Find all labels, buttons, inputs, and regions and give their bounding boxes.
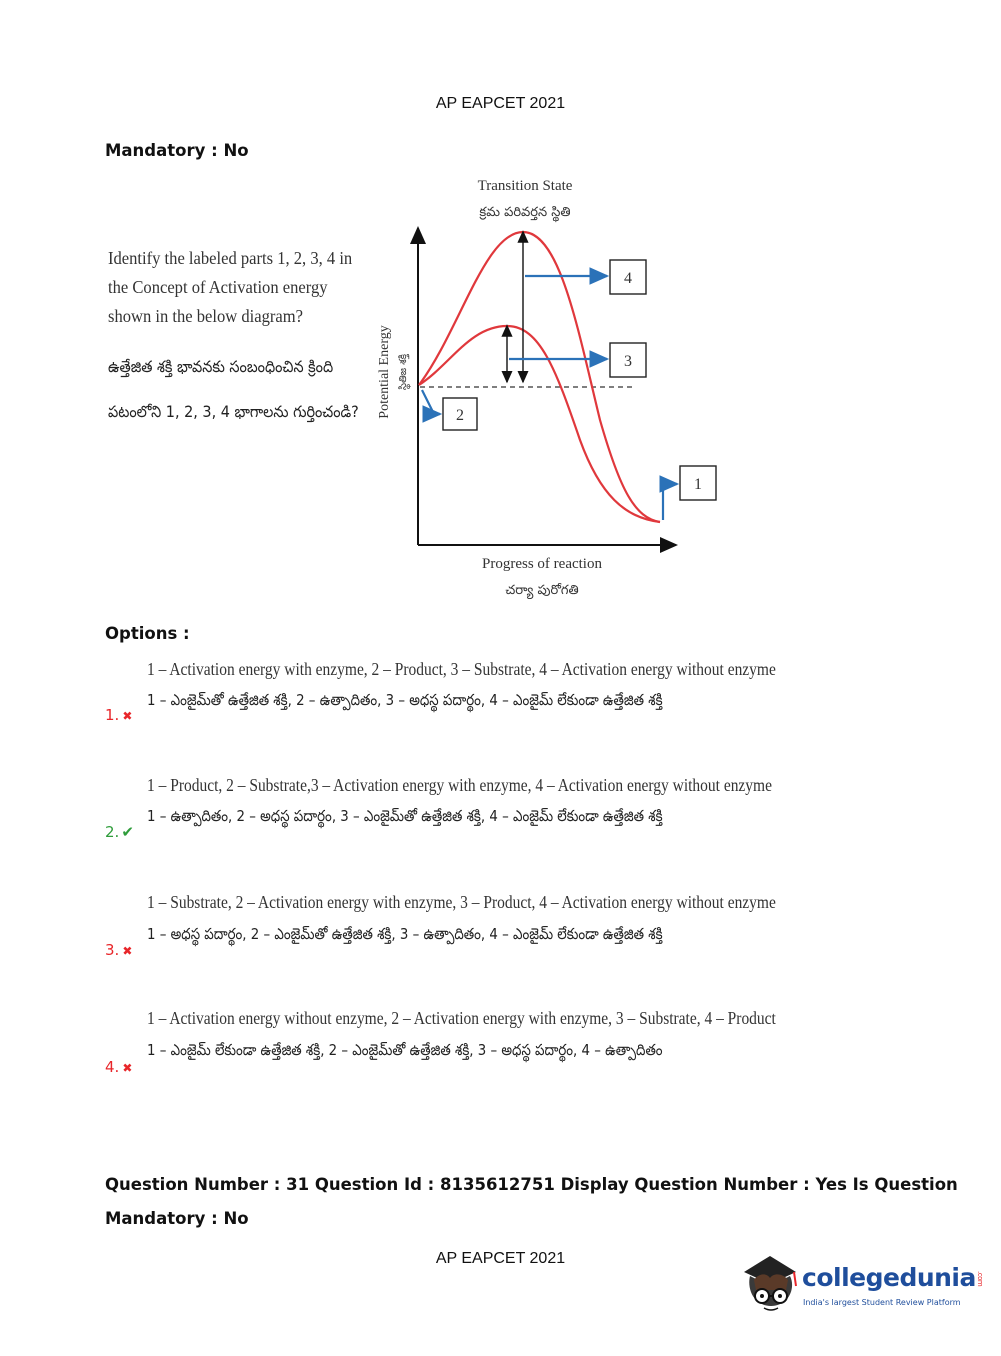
question-line: shown in the below diagram? [108,306,303,326]
cross-icon: ✖ [122,709,133,723]
page-footer: AP EAPCET 2021 [435,1250,566,1267]
collegedunia-mascot-logo [740,1250,802,1316]
pointer-2 [422,390,440,414]
question-text-telugu-1: ఉత్తేజిత శక్తి భావనకు సంబంధించిన క్రింది [108,357,334,376]
box-label-1: 1 [694,476,702,493]
x-axis-label-telugu: చర్యా పురోగతి [505,583,579,598]
y-axis-label: Potential Energy [377,325,392,419]
x-axis-label: Progress of reaction [482,556,602,572]
box-label-3: 3 [624,353,632,370]
option-3-number[interactable] [105,941,132,959]
option-3-telugu: 1 – అధస్థ పదార్థం, 2 – ఎంజైమ్‌తో ఉత్తేజిత శక్తి, 3 – ఉత్పాదితం, 4 – ఎంజైమ్ లేకుండా ఉత్తేజిత శక్తి [147,925,663,943]
y-axis-label-telugu: స్థితిజ శక్తి [398,353,409,391]
box-label-2: 2 [456,407,464,424]
option-number-text: 1. [105,706,120,724]
logo-wordmark[interactable] [802,1263,984,1292]
logo-suffix: .com [975,1271,984,1287]
question-line: Identify the labeled parts 1, 2, 3, 4 in [108,248,353,268]
option-2-telugu: 1 – ఉత్పాదితం, 2 – అధస్థ పదార్థం, 3 – ఎంజైమ్‌తో ఉత్తేజిత శక్తి, 4 – ఎంజైమ్ లేకుండా ఉత్తేజిత శక్తి [147,807,663,825]
check-icon: ✔ [121,823,134,841]
option-1-english: 1 – Activation energy with enzyme, 2 – Product, 3 – Substrate, 4 – Activation energy without enzyme [147,659,776,679]
cross-icon: ✖ [122,944,133,958]
page-header: AP EAPCET 2021 [435,95,566,112]
question-line: the Concept of Activation energy [108,277,328,297]
option-4-telugu: 1 – ఎంజైమ్ లేకుండా ఉత్తేజిత శక్తి, 2 – ఎంజైమ్‌తో ఉత్తేజిత శక్తి, 3 – అధస్థ పదార్థం, 4 – ఉత్పాదితం [147,1041,663,1059]
question-text-telugu-2: పటంలోని 1, 2, 3, 4 భాగాలను గుర్తించండి? [108,402,359,421]
pointer-1 [663,484,677,520]
option-number-text: 2. [105,823,120,841]
logo-name: collegedunia [802,1263,976,1292]
transition-state-label-telugu: క్రమ పరివర్తన స్థితి [479,205,571,220]
option-3-english: 1 – Substrate, 2 – Activation energy with enzyme, 3 – Product, 4 – Activation energy without enzyme [147,892,776,912]
cross-icon: ✖ [122,1061,133,1075]
mandatory-label-bottom: Mandatory : No [105,1209,249,1228]
next-question-info: Question Number : 31 Question Id : 8135612751 Display Question Number : Yes Is Question [105,1175,958,1194]
box-label-4: 4 [624,270,632,287]
option-2-english: 1 – Product, 2 – Substrate,3 – Activation energy with enzyme, 4 – Activation energy without enzyme [147,775,772,795]
logo-tagline: India's largest Student Review Platform [803,1298,961,1307]
transition-state-label: Transition State [477,178,573,194]
option-4-number[interactable] [105,1058,132,1076]
mandatory-label-top: Mandatory : No [105,141,249,160]
activation-energy-diagram [0,0,1001,620]
option-number-text: 4. [105,1058,120,1076]
option-1-telugu: 1 – ఎంజైమ్‌తో ఉత్తేజిత శక్తి, 2 – ఉత్పాదితం, 3 – అధస్థ పదార్థం, 4 – ఎంజైమ్ లేకుండా ఉత్తేజిత శక్తి [147,691,663,709]
option-number-text: 3. [105,941,120,959]
options-label: Options : [105,624,190,643]
option-2-number[interactable] [105,823,134,841]
option-1-number[interactable] [105,706,132,724]
option-4-english: 1 – Activation energy without enzyme, 2 – Activation energy with enzyme, 3 – Substrate, 4 – Product [147,1008,776,1028]
